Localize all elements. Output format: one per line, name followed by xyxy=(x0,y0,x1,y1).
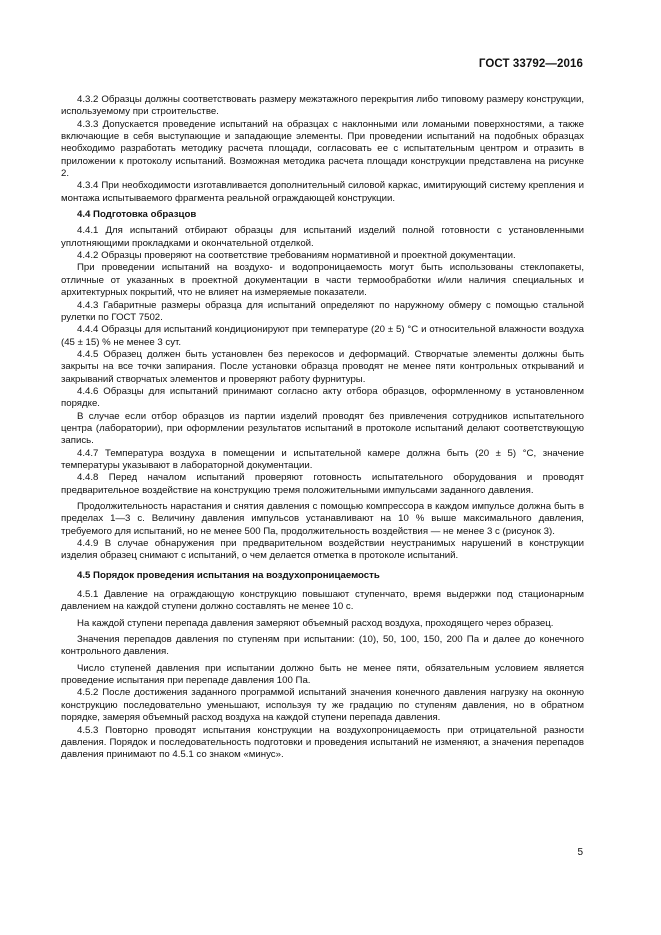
clause-4-4-2-continued: При проведении испытаний на воздухо- и водопроницаемость могут быть использованы стеклопакеты, отличные от указанных в проектной документации в части термообработки и/или наличия специальных и архитектурных покрытий, что не влияет на измеряемые показатели. xyxy=(61,262,584,299)
clause-4-4-2: 4.4.2 Образцы проверяют на соответствие требованиям нормативной и проектной документации. xyxy=(77,250,516,262)
document-body xyxy=(61,94,584,762)
clause-4-4-1: 4.4.1 Для испытаний отбирают образцы для испытаний изделий полной готовности с установленными уплотняющими прокладками и окончательной отделкой. xyxy=(61,225,584,249)
clause-4-5-3: 4.5.3 Повторно проводят испытания конструкции на воздухопроницаемость при отрицательной разности давления. Порядок и последовательность подготовки и проведения испытаний не изменяют, а значения перепадов давления принимают по 4.5.1 со знаком «минус». xyxy=(61,724,584,761)
clause-4-4-6-continued: В случае если отбор образцов из партии изделий проводят без привлечения сотрудников испытательного центра (лаборатории), при оформлении результатов испытаний в протоколе испытаний делают соответствующую запись. xyxy=(61,410,584,447)
clause-4-4-3: 4.4.3 Габаритные размеры образца для испытаний определяют по наружному обмеру с помощью стальной рулетки по ГОСТ 7502. xyxy=(61,299,584,323)
clause-4-5-2: 4.5.2 После достижения заданного программой испытаний значения конечного давления нагрузку на оконную конструкцию последовательно уменьшают, используя ту же градацию по ступеням давления, но в обратном порядке, замеряя объемный расход воздуха на каждой ступени перепада давления. xyxy=(61,687,584,724)
clause-4-4-8-continued: Продолжительность нарастания и снятия давления с помощью компрессора в каждом импульсе должна быть в пределах 1—3 с. Величину давления импульсов устанавливают на 10 % выше максимального давления, требуемого для испытаний, но не менее 500 Па, продолжительность воздействия — не менее 3 с (рисунок 3). xyxy=(61,501,584,537)
section-heading-4-4: 4.4 Подготовка образцов xyxy=(77,209,197,221)
clause-4-3-2: 4.3.2 Образцы должны соответствовать размеру межэтажного перекрытия либо типовому размеру конструкции, используемому при строительстве. xyxy=(61,94,584,118)
clause-4-5-1-count: Число ступеней давления при испытании должно быть не менее пяти, обязательным условием является проведение испытания при перепаде давления 100 Па. xyxy=(61,662,584,687)
clause-4-4-4: 4.4.4 Образцы для испытаний кондиционируют при температуре (20 ± 5) °С и относительной влажности воздуха (45 ± 15) % не менее 3 сут. xyxy=(61,324,584,348)
clause-4-5-1-steps: Значения перепадов давления по ступеням при испытании: (10), 50, 100, 150, 200 Па и далее до конечного контрольного давления. xyxy=(61,634,584,658)
clause-4-4-5: 4.4.5 Образец должен быть установлен без перекосов и деформаций. Створчатые элементы должны быть закрыты на все точки запирания. После установки образца проводят не менее пяти контрольных открываний и закрываний створчатых элементов и проверяют работу фурнитуры. xyxy=(61,348,584,385)
clause-4-5-1: 4.5.1 Давление на ограждающую конструкцию повышают ступенчато, время выдержки под стационарным давлением на каждой ступени должно составлять не менее 10 с. xyxy=(61,589,584,613)
document-standard-id: ГОСТ 33792—2016 xyxy=(478,58,583,70)
page-number: 5 xyxy=(577,847,583,858)
clause-4-3-4: 4.3.4 При необходимости изготавливается дополнительный силовой каркас, имитирующий систему крепления и монтажа испытываемого фрагмента реальной ограждающей конструкции. xyxy=(61,180,584,204)
clause-4-3-3: 4.3.3 Допускается проведение испытаний на образцах с наклонными или ломаными поверхностями, а также включающие в себя выступающие и западающие элементы. При проведении испытаний на подобных образцах необходимо разработать методику расчета площади, согласовать ее с испытательным центром и отразить в приложении к протоколу испытаний. Возможная методика расчета площади конструкции представлена на рисунке 2. xyxy=(61,118,584,180)
clause-4-5-1-measure: На каждой ступени перепада давления замеряют объемный расход воздуха, проходящего через образец. xyxy=(77,617,554,629)
clause-4-4-8: 4.4.8 Перед началом испытаний проверяют готовность испытательного оборудования и проводят предварительное воздействие на конструкцию тремя положительными импульсами заданного давления. xyxy=(61,472,584,496)
clause-4-4-7: 4.4.7 Температура воздуха в помещении и испытательной камере должна быть (20 ± 5) °С, значение температуры указывают в лабораторной документации. xyxy=(61,447,584,471)
section-heading-4-5: 4.5 Порядок проведения испытания на воздухопроницаемость xyxy=(77,569,380,581)
clause-4-4-6: 4.4.6 Образцы для испытаний принимают согласно акту отбора образцов, оформленному в установленном порядке. xyxy=(61,385,584,410)
clause-4-4-9: 4.4.9 В случае обнаружения при предварительном воздействии неустранимых нарушений в конструкции изделия образец снимают с испытаний, о чем делается отметка в протоколе испытаний. xyxy=(61,538,584,562)
